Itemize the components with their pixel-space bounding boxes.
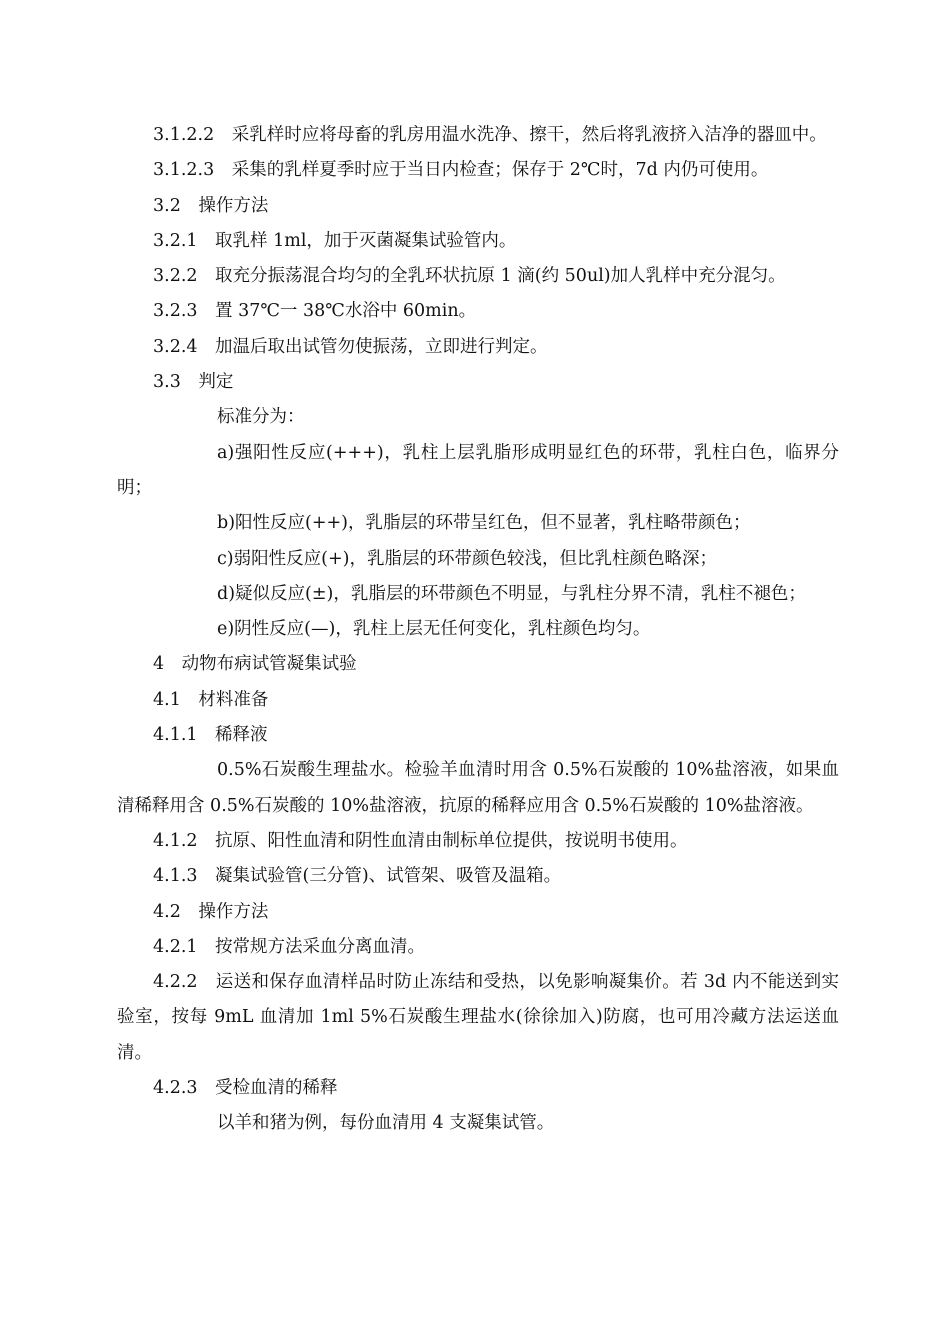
paragraph-4-1-2: 4.1.2 抗原、阳性血清和阴性血清由制标单位提供，按说明书使用。 — [153, 830, 688, 851]
list-item-b: b)阳性反应(++)，乳脂层的环带呈红色，但不显著，乳柱略带颜色； — [217, 513, 751, 534]
list-item-d: d)疑似反应(±)，乳脂层的环带颜色不明显，与乳柱分界不清，乳柱不褪色； — [217, 583, 806, 604]
heading-3-2: 3.2 操作方法 — [153, 195, 269, 216]
paragraph-3-2-3: 3.2.3 置 37℃一 38℃水浴中 60min。 — [153, 301, 477, 322]
list-item-e: e)阴性反应(—)，乳柱上层无任何变化，乳柱颜色均匀。 — [217, 619, 651, 640]
heading-4-2: 4.2 操作方法 — [153, 901, 269, 922]
paragraph-4-1-3: 4.1.3 凝集试验管(三分管)、试管架、吸管及温箱。 — [153, 866, 562, 887]
paragraph-3-2-4: 3.2.4 加温后取出试管勿使振荡，立即进行判定。 — [153, 336, 548, 357]
paragraph-4-2-1: 4.2.1 按常规方法采血分离血清。 — [153, 936, 426, 957]
paragraph-3-1-2-3: 3.1.2.3 采集的乳样夏季时应于当日内检查；保存于 2℃时，7d 内仍可使用。 — [153, 160, 769, 181]
paragraph-diluent: 0.5%石炭酸生理盐水。检验羊血清时用含 0.5%石炭酸的 10%盐溶液，如果血清稀释用含 0.5%石炭酸的 10%盐溶液，抗原的稀释应用含 0.5%石炭酸的 10%盐溶液。 — [117, 760, 839, 816]
heading-4: 4 动物布病试管凝集试验 — [153, 654, 357, 675]
paragraph-3-2-2: 3.2.2 取充分振荡混合均匀的全乳环状抗原 1 滴(约 50ul)加人乳样中充分混匀。 — [153, 266, 786, 287]
paragraph-standard-intro: 标准分为： — [217, 407, 305, 428]
list-item-c: c)弱阳性反应(+)，乳脂层的环带颜色较浅，但比乳柱颜色略深； — [217, 548, 717, 569]
paragraph-dilution-example: 以羊和猪为例，每份血清用 4 支凝集试管。 — [217, 1113, 555, 1134]
heading-4-1: 4.1 材料准备 — [153, 689, 269, 710]
list-item-a: a)强阳性反应(+++)，乳柱上层乳脂形成明显红色的环带，乳柱白色，临界分明； — [117, 442, 839, 498]
heading-4-2-3: 4.2.3 受检血清的稀释 — [153, 1078, 338, 1099]
document-body — [117, 118, 839, 1142]
paragraph-3-1-2-2: 3.1.2.2 采乳样时应将母畜的乳房用温水洗净、擦干，然后将乳液挤入洁净的器皿中。 — [153, 125, 827, 145]
paragraph-3-2-1: 3.2.1 取乳样 1ml，加于灭菌凝集试验管内。 — [153, 230, 517, 251]
paragraph-4-2-2: 4.2.2 运送和保存血清样品时防止冻结和受热，以免影响凝集价。若 3d 内不能送到实验室，按每 9mL 血清加 1ml 5%石炭酸生理盐水(徐徐加入)防腐，也可用冷藏方法运送血清。 — [117, 972, 839, 1063]
heading-3-3: 3.3 判定 — [153, 372, 234, 393]
heading-4-1-1: 4.1.1 稀释液 — [153, 725, 268, 746]
